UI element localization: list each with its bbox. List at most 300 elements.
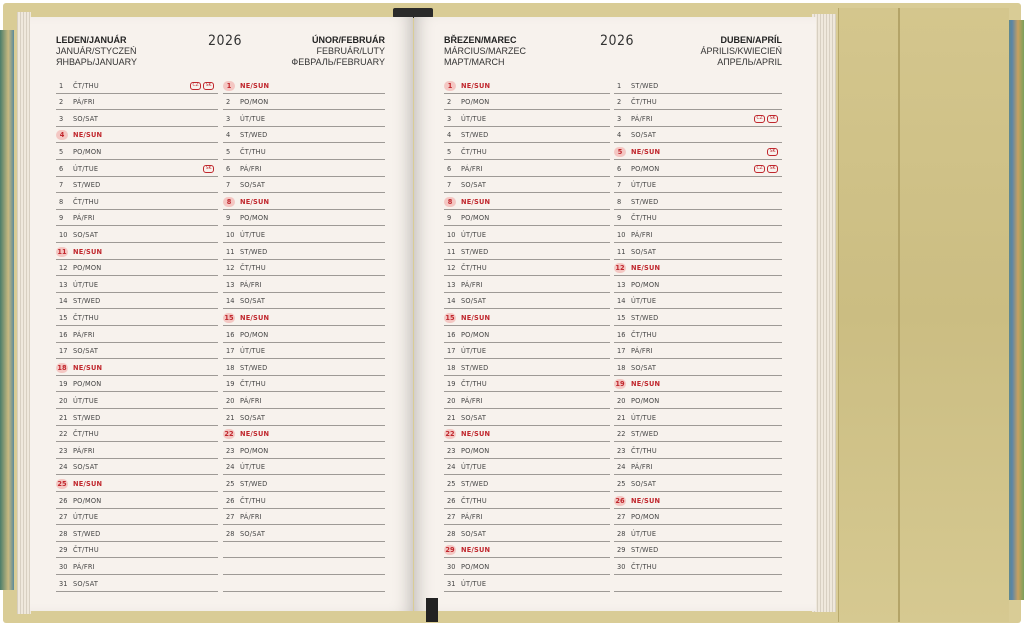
weekday-label: ST/WED [73, 297, 101, 306]
day-row[interactable] [56, 326, 218, 343]
day-number: 4 [617, 131, 622, 140]
day-row[interactable] [614, 326, 782, 343]
day-row[interactable] [614, 558, 782, 575]
day-number: 25 [57, 479, 67, 488]
day-number: 19 [615, 380, 625, 389]
day-number: 26 [447, 496, 456, 505]
day-row[interactable] [614, 492, 782, 509]
day-row[interactable] [614, 243, 782, 260]
day-number: 23 [447, 446, 456, 455]
day-number: 18 [617, 363, 626, 372]
weekday-label: PÁ/FRI [631, 347, 653, 356]
weekday-label: ST/WED [73, 529, 101, 538]
day-row[interactable] [614, 226, 782, 243]
day-row[interactable] [223, 193, 385, 210]
day-number: 23 [617, 446, 626, 455]
year-label: 2026 [208, 33, 243, 49]
day-number: 28 [59, 529, 68, 538]
weekday-label: ČT/THU [461, 264, 487, 273]
day-row[interactable] [56, 343, 218, 360]
day-row[interactable] [223, 509, 385, 526]
day-row[interactable] [444, 177, 610, 194]
day-row[interactable] [56, 143, 218, 160]
day-row[interactable] [223, 276, 385, 293]
weekday-label: PÁ/FRI [73, 214, 95, 223]
day-row[interactable] [444, 293, 610, 310]
day-row[interactable] [444, 376, 610, 393]
day-row[interactable] [56, 376, 218, 393]
day-row[interactable] [444, 309, 610, 326]
day-number: 10 [617, 230, 626, 239]
day-number: 5 [614, 147, 626, 157]
day-row[interactable] [56, 392, 218, 409]
month-subtitle: JANUÁR/STYCZEŃ [56, 46, 137, 56]
weekday-label: ST/WED [240, 247, 268, 256]
weekday-label: PO/MON [73, 380, 102, 389]
weekday-label: ČT/THU [461, 380, 487, 389]
day-row[interactable] [444, 575, 610, 592]
day-number: 8 [59, 197, 64, 206]
day-row[interactable] [223, 143, 385, 160]
cover-flap[interactable] [838, 8, 1009, 622]
day-row[interactable] [614, 392, 782, 409]
day-number: 10 [447, 230, 456, 239]
weekday-label: SO/SAT [73, 230, 99, 239]
holiday-badge: SK [203, 82, 214, 90]
day-number: 11 [226, 247, 235, 256]
day-row[interactable] [223, 77, 385, 94]
day-row[interactable] [56, 226, 218, 243]
day-number: 16 [617, 330, 626, 339]
day-row[interactable] [223, 459, 385, 476]
day-row[interactable] [223, 326, 385, 343]
weekday-label: PO/MON [73, 264, 102, 273]
weekday-label: ČT/THU [240, 147, 266, 156]
day-number: 21 [447, 413, 456, 422]
weekday-label: ČT/THU [461, 496, 487, 505]
day-number: 1 [617, 81, 622, 90]
weekday-label: ST/WED [461, 363, 489, 372]
weekday-label: ČT/THU [631, 98, 657, 107]
day-row[interactable] [614, 77, 782, 94]
weekday-label: NE/SUN [631, 496, 661, 505]
weekday-label: PÁ/FRI [240, 513, 262, 522]
weekday-label: SO/SAT [240, 529, 266, 538]
day-row[interactable] [444, 459, 610, 476]
weekday-label: PÁ/FRI [461, 513, 483, 522]
day-row[interactable] [56, 160, 218, 177]
weekday-label: PÁ/FRI [240, 396, 262, 405]
day-row[interactable] [444, 260, 610, 277]
day-number: 2 [617, 98, 622, 107]
day-row[interactable] [614, 160, 782, 177]
day-row[interactable] [614, 426, 782, 443]
weekday-label: ST/WED [631, 546, 659, 555]
day-row[interactable] [614, 110, 782, 127]
blank-row [223, 575, 385, 592]
holiday-badge: CZ [190, 82, 201, 90]
day-number: 12 [615, 264, 625, 273]
day-row[interactable] [223, 392, 385, 409]
day-row[interactable] [223, 376, 385, 393]
day-number: 10 [59, 230, 68, 239]
weekday-label: SO/SAT [461, 181, 487, 190]
weekday-label: PO/MON [73, 496, 102, 505]
day-number: 16 [59, 330, 68, 339]
weekday-label: ÚT/TUE [461, 347, 487, 356]
day-row[interactable] [444, 110, 610, 127]
day-row[interactable] [56, 459, 218, 476]
day-row[interactable] [614, 376, 782, 393]
day-row[interactable] [614, 276, 782, 293]
day-number: 13 [59, 280, 68, 289]
day-row[interactable] [444, 359, 610, 376]
day-row[interactable] [444, 409, 610, 426]
day-row[interactable] [444, 243, 610, 260]
day-row[interactable] [56, 210, 218, 227]
day-row[interactable] [223, 226, 385, 243]
weekday-label: NE/SUN [631, 264, 661, 273]
day-row[interactable] [223, 210, 385, 227]
weekday-label: SO/SAT [631, 479, 657, 488]
day-number: 14 [59, 297, 68, 306]
month-header-january [56, 35, 137, 68]
day-row[interactable] [614, 309, 782, 326]
day-number: 31 [59, 579, 68, 588]
day-row[interactable] [223, 409, 385, 426]
weekday-label: SO/SAT [73, 579, 99, 588]
day-row[interactable] [614, 127, 782, 144]
day-row[interactable] [56, 359, 218, 376]
weekday-label: NE/SUN [461, 430, 491, 439]
holiday-flags [752, 163, 778, 173]
day-row[interactable] [223, 426, 385, 443]
holiday-badge: SK [767, 115, 778, 123]
day-number: 27 [226, 513, 235, 522]
day-row[interactable] [56, 309, 218, 326]
weekday-label: ST/WED [73, 413, 101, 422]
weekday-label: NE/SUN [461, 546, 491, 555]
day-row[interactable] [444, 94, 610, 111]
weekday-label: PÁ/FRI [461, 280, 483, 289]
weekday-label: PÁ/FRI [461, 164, 483, 173]
weekday-label: ÚT/TUE [240, 347, 266, 356]
day-row[interactable] [444, 426, 610, 443]
day-row[interactable] [56, 409, 218, 426]
day-row[interactable] [56, 426, 218, 443]
day-number: 8 [444, 197, 456, 207]
day-row[interactable] [56, 525, 218, 542]
holiday-flags [188, 80, 214, 90]
day-number: 18 [226, 363, 235, 372]
weekday-label: ČT/THU [461, 147, 487, 156]
weekday-label: SO/SAT [461, 413, 487, 422]
day-row[interactable] [444, 442, 610, 459]
day-number: 15 [59, 313, 68, 322]
day-row[interactable] [614, 475, 782, 492]
cover-illustration-left-edge [0, 30, 14, 590]
day-row[interactable] [614, 525, 782, 542]
day-row[interactable] [56, 492, 218, 509]
weekday-label: ST/WED [240, 363, 268, 372]
day-row[interactable] [444, 525, 610, 542]
day-number: 15 [224, 313, 234, 322]
weekday-label: ÚT/TUE [461, 230, 487, 239]
day-number: 20 [617, 396, 626, 405]
holiday-flags [765, 146, 778, 156]
day-number: 6 [59, 164, 64, 173]
day-row[interactable] [56, 442, 218, 459]
weekday-label: ČT/THU [631, 330, 657, 339]
weekday-label: ÚT/TUE [73, 396, 99, 405]
day-number: 24 [617, 463, 626, 472]
day-number: 29 [617, 546, 626, 555]
weekday-label: ÚT/TUE [73, 164, 99, 173]
right-page [414, 17, 816, 611]
day-number: 17 [617, 347, 626, 356]
day-row[interactable] [614, 442, 782, 459]
weekday-label: ÚT/TUE [73, 513, 99, 522]
weekday-label: PÁ/FRI [73, 330, 95, 339]
day-number: 22 [224, 430, 234, 439]
day-row[interactable] [223, 110, 385, 127]
weekday-label: ČT/THU [240, 496, 266, 505]
day-row[interactable] [56, 276, 218, 293]
day-number: 23 [226, 446, 235, 455]
day-row[interactable] [223, 442, 385, 459]
day-number: 15 [445, 313, 455, 322]
day-row[interactable] [56, 94, 218, 111]
day-row[interactable] [444, 475, 610, 492]
day-row[interactable] [614, 210, 782, 227]
weekday-label: SO/SAT [461, 297, 487, 306]
weekday-label: ÚT/TUE [461, 463, 487, 472]
weekday-label: NE/SUN [240, 430, 270, 439]
day-number: 23 [59, 446, 68, 455]
weekday-label: ST/WED [631, 81, 659, 90]
day-row[interactable] [223, 177, 385, 194]
day-number: 20 [226, 396, 235, 405]
day-row[interactable] [614, 542, 782, 559]
day-row[interactable] [56, 475, 218, 492]
weekday-label: ČT/THU [631, 562, 657, 571]
day-row[interactable] [56, 77, 218, 94]
day-number: 21 [617, 413, 626, 422]
weekday-label: PÁ/FRI [240, 280, 262, 289]
day-row[interactable] [223, 260, 385, 277]
weekday-label: PO/MON [631, 513, 660, 522]
day-row[interactable] [444, 392, 610, 409]
day-row[interactable] [56, 243, 218, 260]
month-subtitle: ФЕВРАЛЬ/FEBRUARY [291, 57, 385, 67]
day-row[interactable] [56, 177, 218, 194]
day-row[interactable] [444, 210, 610, 227]
month-title: BŘEZEN/MAREC [444, 35, 517, 45]
day-number: 5 [226, 147, 231, 156]
weekday-label: PO/MON [631, 280, 660, 289]
day-number: 4 [56, 130, 68, 140]
weekday-label: ÚT/TUE [240, 230, 266, 239]
day-number: 20 [59, 396, 68, 405]
weekday-label: SO/SAT [73, 114, 99, 123]
bookmark-ribbon-bottom [426, 598, 438, 622]
weekday-label: ST/WED [73, 181, 101, 190]
day-number: 4 [226, 131, 231, 140]
day-row[interactable] [614, 293, 782, 310]
day-row[interactable] [223, 525, 385, 542]
holiday-badge: SK [203, 165, 214, 173]
weekday-label: ÚT/TUE [631, 297, 657, 306]
day-number: 11 [447, 247, 456, 256]
day-number: 7 [447, 181, 452, 190]
day-number: 29 [59, 546, 68, 555]
weekday-label: PO/MON [240, 330, 269, 339]
day-row[interactable] [223, 309, 385, 326]
day-row[interactable] [444, 226, 610, 243]
day-number: 28 [617, 529, 626, 538]
weekday-label: ČT/THU [240, 264, 266, 273]
weekday-label: NE/SUN [73, 479, 103, 488]
day-row[interactable] [614, 143, 782, 160]
weekday-label: NE/SUN [240, 81, 270, 90]
weekday-label: NE/SUN [240, 197, 270, 206]
day-number: 28 [226, 529, 235, 538]
day-number: 29 [445, 546, 455, 555]
weekday-label: PÁ/FRI [631, 114, 653, 123]
day-row[interactable] [614, 343, 782, 360]
weekday-label: PÁ/FRI [461, 396, 483, 405]
weekday-label: ČT/THU [73, 546, 99, 555]
day-number: 14 [226, 297, 235, 306]
weekday-label: PO/MON [631, 164, 660, 173]
weekday-label: SO/SAT [461, 529, 487, 538]
day-number: 17 [447, 347, 456, 356]
day-number: 19 [59, 380, 68, 389]
weekday-label: ČT/THU [631, 214, 657, 223]
day-row[interactable] [56, 260, 218, 277]
month-title: ÚNOR/FEBRUÁR [312, 35, 385, 45]
day-number: 4 [447, 131, 452, 140]
day-number: 12 [447, 264, 456, 273]
day-row[interactable] [223, 343, 385, 360]
weekday-label: ST/WED [461, 479, 489, 488]
day-row[interactable] [56, 575, 218, 592]
day-number: 18 [447, 363, 456, 372]
day-number: 17 [226, 347, 235, 356]
day-row[interactable] [223, 160, 385, 177]
left-page [30, 17, 413, 611]
day-number: 24 [59, 463, 68, 472]
day-row[interactable] [444, 492, 610, 509]
day-number: 25 [226, 479, 235, 488]
day-number: 1 [444, 81, 456, 91]
day-row[interactable] [56, 193, 218, 210]
day-row[interactable] [614, 359, 782, 376]
weekday-label: PÁ/FRI [73, 98, 95, 107]
blank-row [223, 542, 385, 559]
weekday-label: ST/WED [461, 247, 489, 256]
weekday-label: PO/MON [461, 562, 490, 571]
day-number: 24 [226, 463, 235, 472]
day-number: 30 [447, 562, 456, 571]
month-header-april [700, 35, 782, 68]
day-number: 8 [617, 197, 622, 206]
weekday-label: NE/SUN [461, 81, 491, 90]
weekday-label: NE/SUN [461, 313, 491, 322]
day-row[interactable] [614, 409, 782, 426]
day-row[interactable] [444, 509, 610, 526]
day-number: 21 [59, 413, 68, 422]
weekday-label: NE/SUN [631, 147, 661, 156]
weekday-label: ČT/THU [73, 81, 99, 90]
day-row[interactable] [444, 193, 610, 210]
day-row[interactable] [223, 293, 385, 310]
day-row[interactable] [444, 343, 610, 360]
day-number: 9 [447, 214, 452, 223]
day-row[interactable] [614, 260, 782, 277]
day-row[interactable] [223, 359, 385, 376]
day-row[interactable] [614, 459, 782, 476]
day-number: 25 [447, 479, 456, 488]
weekday-label: ÚT/TUE [240, 114, 266, 123]
day-row[interactable] [444, 143, 610, 160]
weekday-label: SO/SAT [73, 347, 99, 356]
day-number: 1 [59, 81, 64, 90]
flap-fold-line [898, 8, 900, 622]
day-row[interactable] [56, 110, 218, 127]
day-number: 16 [447, 330, 456, 339]
day-number: 24 [447, 463, 456, 472]
day-row[interactable] [56, 509, 218, 526]
day-row[interactable] [614, 94, 782, 111]
day-row[interactable] [444, 326, 610, 343]
day-row[interactable] [223, 94, 385, 111]
day-row[interactable] [223, 127, 385, 144]
day-row[interactable] [223, 492, 385, 509]
day-number: 22 [445, 430, 455, 439]
weekday-label: ST/WED [240, 131, 268, 140]
weekday-label: ÚT/TUE [240, 463, 266, 472]
day-row[interactable] [444, 558, 610, 575]
weekday-label: PO/MON [461, 446, 490, 455]
day-row[interactable] [444, 127, 610, 144]
day-row[interactable] [223, 243, 385, 260]
weekday-label: PO/MON [631, 396, 660, 405]
day-row[interactable] [614, 177, 782, 194]
weekday-label: PO/MON [461, 214, 490, 223]
day-row[interactable] [223, 475, 385, 492]
day-row[interactable] [444, 77, 610, 94]
holiday-badge: CZ [754, 115, 765, 123]
day-row[interactable] [614, 509, 782, 526]
day-row[interactable] [614, 193, 782, 210]
weekday-label: PO/MON [73, 147, 102, 156]
day-row[interactable] [444, 160, 610, 177]
day-row[interactable] [56, 127, 218, 144]
day-row[interactable] [56, 293, 218, 310]
day-number: 11 [617, 247, 626, 256]
day-number: 3 [226, 114, 231, 123]
day-row[interactable] [444, 542, 610, 559]
day-number: 3 [617, 114, 622, 123]
weekday-label: SO/SAT [631, 363, 657, 372]
day-row[interactable] [56, 558, 218, 575]
day-row[interactable] [444, 276, 610, 293]
weekday-label: SO/SAT [631, 131, 657, 140]
weekday-label: PÁ/FRI [631, 230, 653, 239]
blank-row [614, 575, 782, 592]
day-row[interactable] [56, 542, 218, 559]
